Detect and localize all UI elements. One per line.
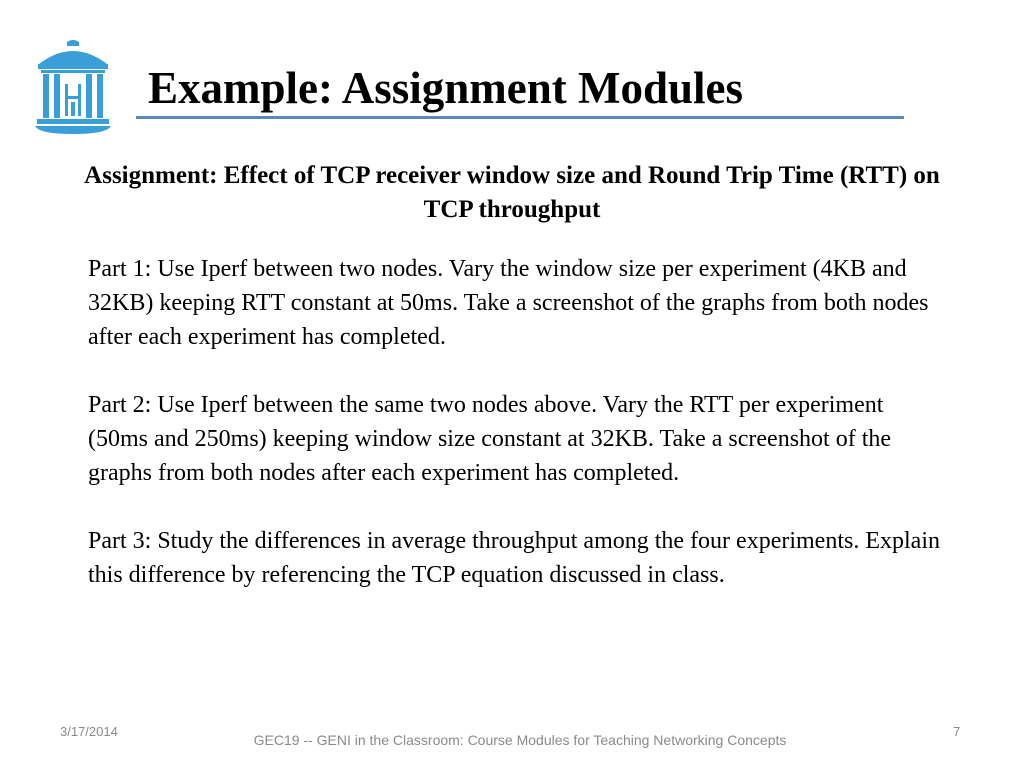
part-3-paragraph: Part 3: Study the differences in average throughput among the four experiments. Explain this difference by referencing the TCP equation discussed in class. [88,528,940,588]
part-1-paragraph: Part 1: Use Iperf between two nodes. Vary the window size per experiment (4KB and 32KB) keeping RTT constant at 50ms. Take a screenshot of the graphs from both nodes after each experiment has completed. [88,256,929,350]
title-underline [136,116,904,119]
slide-number: 7 [953,724,961,739]
assignment-subtitle: Assignment: Effect of TCP receiver window size and Round Trip Time (RTT) on TCP throughput [84,162,940,223]
slide-title: Example: Assignment Modules [148,63,744,113]
old-well-logo-icon [33,36,113,136]
footer-presentation-title: GEC19 -- GENI in the Classroom: Course Modules for Teaching Networking Concepts [253,732,787,748]
part-2-paragraph: Part 2: Use Iperf between the same two nodes above. Vary the RTT per experiment (50ms and 250ms) keeping window size constant at 32KB. Take a screenshot of the graphs from both nodes after each experiment has completed. [88,392,892,486]
assignment-body [88,252,948,592]
footer-date: 3/17/2014 [60,724,118,739]
